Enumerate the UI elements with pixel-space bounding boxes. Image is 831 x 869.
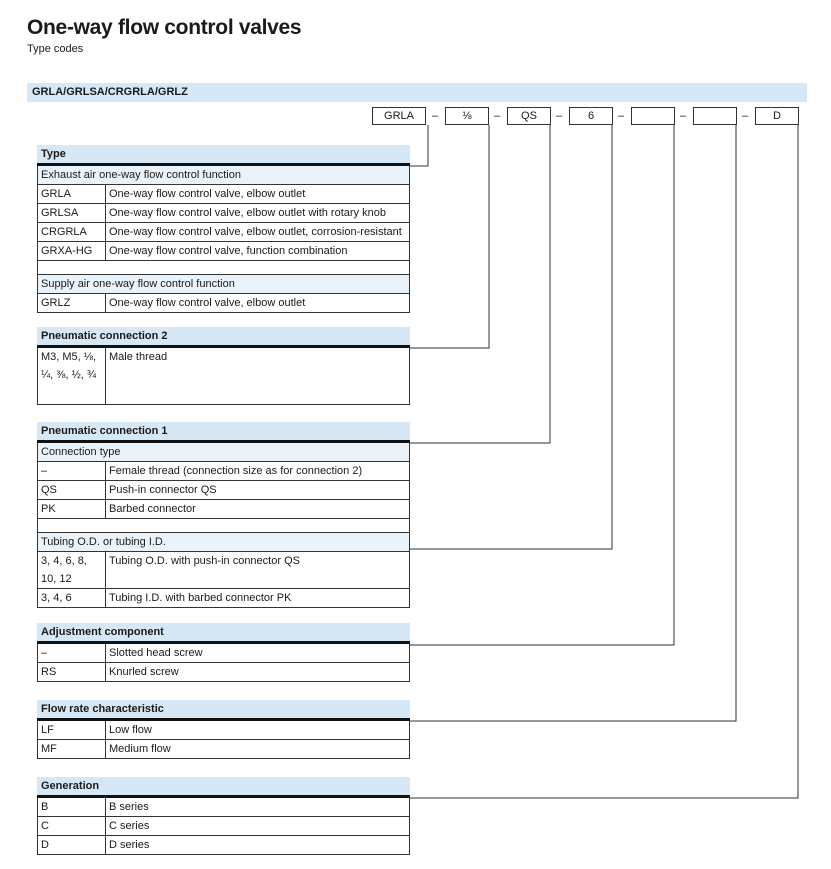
section-heading: Adjustment component bbox=[37, 623, 410, 644]
code-box-connection2: ⅛ bbox=[445, 107, 489, 125]
model-band: GRLA/GRLSA/CRGRLA/GRLZ bbox=[27, 83, 807, 102]
table-row: C C series bbox=[37, 817, 410, 836]
separator: – bbox=[493, 110, 501, 122]
subheading: Supply air one-way flow control function bbox=[37, 275, 410, 294]
connector-flow bbox=[410, 125, 736, 721]
table-row: B B series bbox=[37, 798, 410, 817]
separator: – bbox=[431, 110, 439, 122]
code-box-type: GRLA bbox=[372, 107, 426, 125]
table-row: MF Medium flow bbox=[37, 740, 410, 759]
table-row: LF Low flow bbox=[37, 721, 410, 740]
section-generation bbox=[37, 777, 410, 855]
table-row: RS Knurled screw bbox=[37, 663, 410, 682]
subheading: Connection type bbox=[37, 443, 410, 462]
table-row: M3, M5, ⅛, ¼, ⅜, ½, ¾ Male thread bbox=[37, 348, 410, 405]
page-title: One-way flow control valves bbox=[27, 16, 302, 39]
separator: – bbox=[617, 110, 625, 122]
section-heading: Generation bbox=[37, 777, 410, 798]
table-row: GRLSA One-way flow control valve, elbow outlet with rotary knob bbox=[37, 204, 410, 223]
table-row: CRGRLA One-way flow control valve, elbow outlet, corrosion-resistant bbox=[37, 223, 410, 242]
connector-generation bbox=[410, 125, 798, 798]
section-heading: Type bbox=[37, 145, 410, 166]
connector-connection1 bbox=[410, 125, 550, 443]
section-connection2 bbox=[37, 327, 410, 405]
code-box-tubing: 6 bbox=[569, 107, 613, 125]
table-row: 3, 4, 6, 8, 10, 12 Tubing O.D. with push-in connector QS bbox=[37, 552, 410, 589]
section-connection1 bbox=[37, 422, 410, 608]
section-flow bbox=[37, 700, 410, 759]
code-box-connection1: QS bbox=[507, 107, 551, 125]
connector-connection2 bbox=[410, 125, 489, 348]
table-row: GRLZ One-way flow control valve, elbow outlet bbox=[37, 294, 410, 313]
table-row: GRXA-HG One-way flow control valve, function combination bbox=[37, 242, 410, 261]
section-heading: Pneumatic connection 1 bbox=[37, 422, 410, 443]
table-row: PK Barbed connector bbox=[37, 500, 410, 519]
section-type bbox=[37, 145, 410, 313]
connector-type bbox=[410, 125, 428, 166]
section-heading: Flow rate characteristic bbox=[37, 700, 410, 721]
separator: – bbox=[555, 110, 563, 122]
separator: – bbox=[741, 110, 749, 122]
spacer-row bbox=[37, 261, 410, 275]
code-box-generation: D bbox=[755, 107, 799, 125]
table-row: – Female thread (connection size as for connection 2) bbox=[37, 462, 410, 481]
table-row: D D series bbox=[37, 836, 410, 855]
section-adjustment bbox=[37, 623, 410, 682]
separator: – bbox=[679, 110, 687, 122]
table-row: QS Push-in connector QS bbox=[37, 481, 410, 500]
page-subtitle: Type codes bbox=[27, 43, 84, 55]
table-row: GRLA One-way flow control valve, elbow outlet bbox=[37, 185, 410, 204]
subheading: Exhaust air one-way flow control function bbox=[37, 166, 410, 185]
table-row: – Slotted head screw bbox=[37, 644, 410, 663]
subheading: Tubing O.D. or tubing I.D. bbox=[37, 533, 410, 552]
connector-tubing bbox=[410, 125, 612, 549]
table-row: 3, 4, 6 Tubing I.D. with barbed connector PK bbox=[37, 589, 410, 608]
spacer-row bbox=[37, 519, 410, 533]
connector-adjustment bbox=[410, 125, 674, 645]
section-heading: Pneumatic connection 2 bbox=[37, 327, 410, 348]
